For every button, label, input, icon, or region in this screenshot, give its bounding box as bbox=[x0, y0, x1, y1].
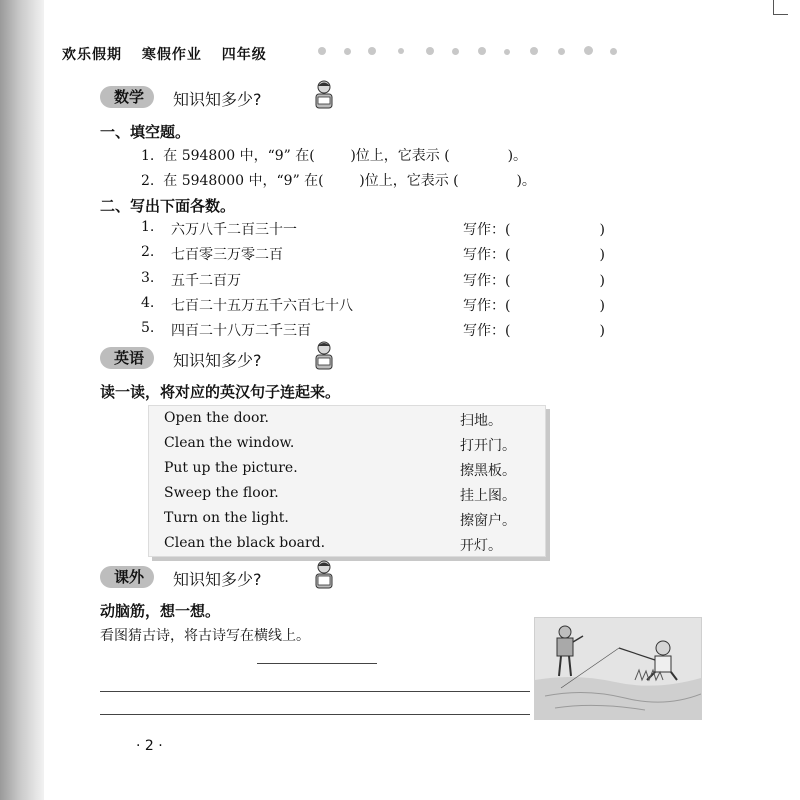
math-write-item-answer-4: 写作：( ) bbox=[463, 298, 605, 314]
math-write-item-num-4: 4. bbox=[141, 295, 155, 311]
extra-heading: 动脑筋，想一想。 bbox=[100, 602, 221, 620]
matching-row bbox=[164, 410, 534, 430]
math-subtitle: 知识知多少? bbox=[173, 90, 262, 109]
student-reading-icon bbox=[313, 560, 335, 590]
chinese-sentence: 擦黑板。 bbox=[460, 463, 516, 479]
math-tag: 数学 bbox=[100, 86, 154, 108]
matching-row bbox=[164, 510, 534, 530]
fishing-child-illustration bbox=[534, 617, 702, 720]
poem-answer-line-2[interactable] bbox=[100, 713, 530, 715]
header-decoration-dots bbox=[318, 45, 648, 59]
matching-row bbox=[164, 535, 534, 555]
math-write-item-answer-1: 写作：( ) bbox=[463, 222, 605, 238]
math-write-item-answer-5: 写作：( ) bbox=[463, 323, 605, 339]
english-subtitle: 知识知多少? bbox=[173, 351, 262, 370]
poem-answer-line-1[interactable] bbox=[100, 690, 530, 692]
matching-row bbox=[164, 435, 534, 455]
english-sentence: Put up the picture. bbox=[164, 460, 298, 476]
extra-tag: 课外 bbox=[100, 566, 154, 588]
math-write-item-num-2: 2. bbox=[141, 244, 155, 260]
chinese-sentence: 挂上图。 bbox=[460, 488, 516, 504]
math-write-item-answer-3: 写作：( ) bbox=[463, 273, 605, 289]
english-sentence: Sweep the floor. bbox=[164, 485, 279, 501]
math-write-item-text-4: 七百二十五万五千六百七十八 bbox=[171, 298, 353, 314]
math-write-item-text-3: 五千二百万 bbox=[171, 273, 241, 289]
english-sentence: Turn on the light. bbox=[164, 510, 289, 526]
math-fill-item-2: 2. 在 5948000 中，“9” 在( )位上，它表示 ( )。 bbox=[141, 173, 536, 189]
math-write-item-answer-2: 写作：( ) bbox=[463, 247, 605, 263]
math-write-item-num-3: 3. bbox=[141, 270, 155, 286]
math-write-item-num-5: 5. bbox=[141, 320, 155, 336]
english-heading: 读一读，将对应的英汉句子连起来。 bbox=[100, 383, 341, 401]
poem-title-blank-line[interactable] bbox=[257, 662, 377, 664]
matching-row bbox=[164, 485, 534, 505]
english-tag: 英语 bbox=[100, 347, 154, 369]
matching-row bbox=[164, 460, 534, 480]
math-fill-item-1: 1. 在 594800 中，“9” 在( )位上，它表示 ( )。 bbox=[141, 148, 528, 164]
english-sentence: Clean the black board. bbox=[164, 535, 326, 551]
extra-subtitle: 知识知多少? bbox=[173, 570, 262, 589]
crop-mark bbox=[773, 0, 788, 15]
chinese-sentence: 打开门。 bbox=[460, 438, 516, 454]
math-section1-heading: 一、填空题。 bbox=[100, 123, 191, 141]
extra-instruction: 看图猜古诗，将古诗写在横线上。 bbox=[100, 628, 310, 644]
page-header bbox=[62, 44, 281, 64]
chinese-sentence: 擦窗户。 bbox=[460, 513, 516, 529]
student-reading-icon bbox=[313, 341, 335, 371]
english-sentence: Open the door. bbox=[164, 410, 269, 426]
header-title-1: 欢乐假期 bbox=[62, 47, 122, 63]
math-write-item-text-5: 四百二十八万二千三百 bbox=[171, 323, 311, 339]
page-spine-shadow bbox=[0, 0, 44, 800]
english-sentence: Clean the window. bbox=[164, 435, 295, 451]
chinese-sentence: 开灯。 bbox=[460, 538, 502, 554]
chinese-sentence: 扫地。 bbox=[460, 413, 502, 429]
math-write-item-text-1: 六万八千二百三十一 bbox=[171, 222, 297, 238]
math-section2-heading: 二、写出下面各数。 bbox=[100, 197, 236, 215]
header-title-2: 寒假作业 bbox=[141, 47, 202, 63]
page-number: · 2 · bbox=[136, 738, 163, 754]
math-write-item-num-1: 1. bbox=[141, 219, 155, 235]
header-title-3: 四年级 bbox=[221, 47, 267, 63]
student-reading-icon bbox=[313, 80, 335, 110]
math-write-item-text-2: 七百零三万零二百 bbox=[171, 247, 283, 263]
